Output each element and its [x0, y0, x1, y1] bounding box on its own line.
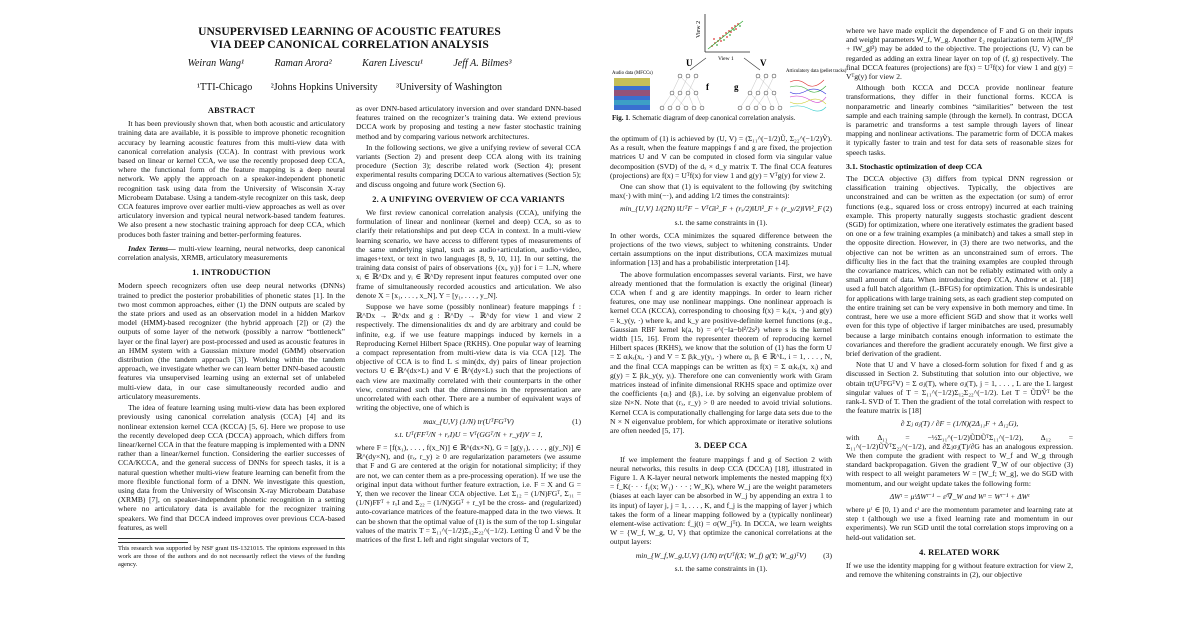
network-f-nodes — [660, 74, 704, 110]
author-name: Jeff A. Bilmes³ — [453, 58, 512, 69]
spectrogram-band — [614, 78, 650, 86]
equation-2 — [610, 204, 832, 213]
articulatory-tracks — [790, 80, 826, 111]
col3-paragraph-4: The above formulation encompasses several variants. First, we have already mentioned that the formulation is exactly the original (linear) CCA when f and g are identity mappings. In order to learn richer features, one may use nonlinear mappings. One nonlinear approach is kernel CCA (KCCA), corresponding to choosing f(x) = kₓ(x, ·) and g(y) = k_y(y, ·) where kₓ and k_y are positive-definite kernel functions (e.g., Gaussian RBF kernel k(a, b) = e^(−‖a−b‖²/2s²) where s is the kernel width [15, 16]. From the representer theorem of reproducing kernel Hilbert spaces (RKHS), we know that the solution of (1) has the form U = Σ αᵢkₓ(xᵢ, ·) and V = Σ βᵢk_y(yᵢ, ·) where αᵢ, βᵢ ∈ ℝ^L, i = 1, . . . , N, and the final CCA mappings can be written as f(x) = Σ αᵢkₓ(x, xᵢ) and g(y) = Σ βᵢk_y(y, yᵢ). Therefore one can conveniently work with Gram matrices instead of infinite dimensional RKHS space and optimize over the coefficients {αᵢ} and {βᵢ}, i.e. by solving an eigenvalue problem of size N×N. Note that (rₓ, r_y) > 0 are needed to avoid trivial solutions. Kernel CCA is computationally challenging for large data sets due to the N × N eigenvalue problem, for which approximate or iterative solutions are often needed [5, 17]. — [610, 269, 832, 436]
col4-paragraph-4: Note that U and V have a closed-form solution for fixed f and g as discussed in Section 2. Substituting that solution into our objective, we obtain tr(UᵀFGᵀV) = Σ σⱼ(T), where σⱼ(T), j = 1, . . . , L are the L largest singular values of T = Σ₁₁^(−1/2)Σ₁₂Σ₂₂^(−1/2). Let T = ŨDṼᵀ be the rank-L SVD of T. Then the gradient of the total correlation with respect to the feature matrix is [18] — [846, 360, 1073, 416]
index-terms — [118, 244, 345, 262]
author-name: Raman Arora² — [274, 58, 332, 69]
affiliation-list — [118, 82, 581, 93]
col4-paragraph-6: where μᵗ ∈ [0, 1) and εᵗ are the momentum parameter and learning rate at step t (although we use a fixed learning rate and momentum in our experiments). We run SGD until the total correlation stops improving on a held-out validation set. — [846, 504, 1073, 542]
subsection-3-1-heading: 3.1. Stochastic optimization of deep CCA — [846, 161, 983, 171]
affiliation: ³University of Washington — [396, 82, 502, 93]
title-line-2: VIA DEEP CANONICAL CORRELATION ANALYSIS — [210, 39, 489, 51]
intro-paragraph-2: The idea of feature learning using multi-view data has been explored previously using canonical correlation analysis (CCA) [4] and its nonlinear extension kernel CCA (KCCA) [5, 6]. Here we propose to use the recently developed deep CCA (DCCA) approach, which differs from linear/kernel CCA in that the feature mapping is implemented with a DNN rather than a linear/kernel function. Considering the earlier successes of CCA/KCCA, and the general success of DNNs for speech tasks, it is a natural question whether multi-view feature learning can benefit from the more flexible functional form of a DNN. We investigate this question, using data from the University of Wisconsin X-ray Microbeam Database (XRMB) [7], on speaker-independent phonetic recognition in a setting where no articulatory data is available for the recognizer training speakers. We find that DCCA indeed improves over previous CCA-based features, as well — [118, 403, 345, 532]
section-2-heading: 2. A UNIFYING OVERVIEW OF CCA VARIANTS — [372, 194, 565, 204]
section-4-heading: 4. RELATED WORK — [919, 547, 1000, 557]
footnote-text: This research was supported by NSF grant IIS-1321015. The opinions expressed in this work are those of the authors and do not necessarily reflect the views of the funding agency. — [118, 544, 345, 568]
col2-paragraph-0: as over DNN-based articulatory inversion and over standard DNN-based features trained on the recognizer’s training data. We extend previous DCCA work by proposing and testing a new faster stochastic training method and by comparing various network architectures. — [356, 104, 581, 141]
equation-3-body: min_{W_f,W_g,U,V} (1/N) tr(Uᵀf(X; W_f) g(Y; W_g)ᵀV) — [635, 550, 807, 560]
col4-paragraph-7: If we use the identity mapping for g without feature extraction for view 2, and remove the whitening constraints in (2), our objective — [846, 560, 1073, 580]
view2-axis-label: View 2 — [696, 20, 702, 38]
index-terms-label: Index Terms— — [128, 243, 176, 253]
col2-paragraph-2: We first review canonical correlation analysis (CCA), unifying the formulation of linear and nonlinear (kernel and deep) CCA, so as to clarify their relationships and put deep CCA in context. In a multi-view learning scenario, we have access to different types of measurements of the same underlying signal, such as audio+articulation, audio+video, images+text, or text in two languages [8, 9, 10, 11]. In our setting, the training data consist of pairs of observations {(xᵢ, yᵢ)} for i = 1..N, where xᵢ ∈ ℝ^Dx and yᵢ ∈ ℝ^Dy represent input features computed over one frame of simultaneously recorded acoustics and articulation. We also denote X = [x₁, . . . , x_N], Y = [y₁, . . . , y_N]. — [356, 208, 581, 300]
correlation-arrow — [708, 21, 743, 49]
col3-paragraph-2: One can show that (1) is equivalent to the following (by switching max(·) with min(−·), and adding 1/2 times the constraints): — [610, 182, 832, 201]
col2-paragraph-1: In the following sections, we give a unifying review of several CCA variants (Section 2) and present deep CCA along with its training procedure (Section 3); describe related work (Section 4); present experimental results comparing DCCA to various alternatives (Section 5); and discuss ongoing and future work (Section 6). — [356, 142, 581, 189]
col4-paragraph-3: The DCCA objective (3) differs from typical DNN regression or classification training objectives. Typically, the objectives are unconstrained and can be written as the expectation (or sum) of error functions (e.g., squared loss or cross entropy) incurred at each training example. This property naturally suggests stochastic gradient descent (SGD) for optimization, where one iteratively estimates the gradient based on one or a few training examples (a minibatch) and takes a small step in the opposite direction. However, in (3) there are two networks, and the objective can not be written as an unconstrained sum of errors. The difficulty lies in the fact that the training examples are coupled through the covariance matrices, which can not be reliably estimated with only a small amount of data. When introducing deep CCA, Andrew et al. [18] used a full batch algorithm (L-BFGS) for optimization. This is undesirable for applications with large training sets, as each gradient step computed on the entire training set can be very expensive in both memory and time. In contrast, here we use a more efficient SGD and show that it works well even for this type of objective if larger minibatches are used, presumably because a large minibatch contains enough information to estimate the covariances and therefore the gradient accurately enough. We first give a brief derivation of the gradient. — [846, 174, 1073, 358]
caption-label: Fig. 1 — [612, 114, 629, 122]
column-2 — [356, 104, 581, 546]
v-link — [744, 58, 760, 70]
paper-title — [118, 26, 581, 52]
intro-heading: 1. INTRODUCTION — [192, 268, 271, 278]
column-3 — [610, 134, 832, 577]
section-3-heading: 3. DEEP CCA — [694, 441, 748, 451]
audio-label: Audio data (MFCCs) — [612, 71, 653, 76]
equation-3-constraint: s.t. the same constraints in (1). — [674, 563, 768, 573]
equation-3-number: (3) — [823, 550, 832, 560]
equation-2-number: (2) — [823, 204, 832, 214]
footnote-rule — [118, 542, 188, 543]
author-list — [118, 58, 581, 69]
column-4 — [846, 26, 1073, 581]
equation-1-body: max_{U,V} (1/N) tr(UᵀFGᵀV) — [423, 416, 514, 426]
title-line-1: UNSUPERVISED LEARNING OF ACOUSTIC FEATURES — [198, 26, 501, 38]
equation-4: ∂ Σⱼ σⱼ(T) / ∂F = (1/N)(2Δ₁₁F + Δ₁₂G), — [900, 419, 1019, 429]
equation-2-constraint: s.t. the same constraints in (1). — [674, 217, 768, 227]
footnote — [118, 538, 345, 568]
scatter-points-2 — [716, 25, 741, 46]
index-terms-text: multi-view learning, neural networks, deep canonical correlation analysis, XRMB, articulatory measurements — [118, 243, 345, 263]
g-label: g — [734, 82, 739, 92]
col4-paragraph-2: Although both KCCA and DCCA provide nonlinear feature transformations, they differ in their functional forms. KCCA is nonparametric and linearly combines “similarities” between the test sample and each training sample (through the kernel). In contrast, DCCA is parametric and transforms a test sample through layers of linear mapping and nonlinear activations. The parametric form of DCCA makes it typically faster to train and test for data sets of reasonable sizes for speech tasks. — [846, 83, 1073, 157]
abstract-text: It has been previously shown that, when both acoustic and articulatory training data are available, it is possible to improve phonetic recognition accuracy by learning acoustic features from this multi-view data with canonical correlation analysis (CCA). In contrast with previous work based on linear or kernel CCA, we use the recently proposed deep CCA, where the functional form of the feature mapping is a deep neural network. We apply the approach on a speaker-independent phonetic recognition task using data from the University of Wisconsin X-ray Microbeam Database. Using a tandem-style recognizer on this task, deep CCA features improve over earlier multi-view approaches as well as over articulatory inversion and typical neural network-based tandem features. We also present a new stochastic training approach for deep CCA, which produces both faster training and better-performing features. — [118, 119, 345, 239]
col2-paragraph-3: Suppose we have some (possibly nonlinear) feature mappings f : ℝ^Dx → ℝ^dx and g : ℝ^Dy → ℝ^dy for view 1 and view 2 respectively. The dimensionalities dx and dy are arbitrary and could be infinite, e.g. if we use feature mappings induced by kernels in a Reproducing Kernel Hilbert Space (RKHS). One popular way of learning a compact representation from multi-view data is via CCA [12]. The objective of CCA is to find L ≤ min(dx, dy) pairs of linear projection vectors U ∈ ℝ^(dx×L) and V ∈ ℝ^(dy×L) such that the projections of each view are maximally correlated with their counterparts in the other view, constrained such that the dimensions in the representation are uncorrelated with each other. There are a number of equivalent ways of writing the objective, one of which is — [356, 302, 581, 413]
col4-paragraph-1: where we have made explicit the dependence of F and G on their inputs and weight parameters W_f, W_g. Another ℓ₂ regularization term λ(‖W_f‖² + ‖W_g‖²) may be added to the objective. The projections (U, V) can be regarded as adding an extra linear layer on top of (f, g) respectively. The final DCCA features (projections) are f(x) = Uᵀf(x) for view 1 and g(y) = Vᵀg(y) for view 2. — [846, 26, 1073, 82]
column-1 — [118, 100, 345, 570]
equation-1 — [356, 417, 581, 426]
f-label: f — [706, 82, 709, 92]
intro-paragraph-1: Modern speech recognizers often use deep neural networks (DNNs) trained to predict the posterior probabilities of phonetic states [1]. In the two most common approaches, either (1) the DNN outputs are scaled by the state priors and used as an observation model in a hidden Markov model (HMM)-based recognizer (the hybrid approach [2]) or (2) the outputs of some layer of the network (possibly a narrow “bottleneck” layer or the final layer) are post-processed and used as acoustic features in an HMM system with a Gaussian mixture model (GMM) observation distribution (the tandem approach [3]). Working within the tandem approach, we investigate whether we can learn better DNN-based acoustic features via unsupervised learning using an external set of unlabeled multi-view data, in our case simultaneously recorded audio and articulatory measurements. — [118, 281, 345, 401]
figure-caption — [612, 114, 832, 122]
artic-label: Articulatory data (pellet tracks) — [786, 69, 847, 74]
equation-1-number: (1) — [572, 416, 581, 426]
view1-axis-label: View 1 — [718, 56, 734, 62]
abstract-heading: ABSTRACT — [207, 106, 256, 115]
affiliation: ²Johns Hopkins University — [270, 82, 378, 93]
v-label: V — [760, 58, 767, 68]
author-name: Karen Livescu¹ — [362, 58, 423, 69]
col3-paragraph-3: In other words, CCA minimizes the squared difference between the projections of the two views, subject to whitening constraints. Under certain assumptions on the input distributions, CCA maximizes mutual information [13] and has a probabilistic interpretation [14]. — [610, 230, 832, 268]
equation-2-body: min_{U,V} 1/(2N) ‖UᵀF − VᵀG‖²_F + (rₓ/2)‖U‖²_F + (r_y/2)‖V‖²_F — [620, 204, 822, 214]
author-name: Weiran Wang¹ — [187, 58, 244, 69]
spectrogram-band — [614, 100, 650, 105]
dcca-diagram — [610, 8, 847, 116]
col3-paragraph-5: If we implement the feature mappings f and g of Section 2 with neural networks, this results in deep CCA (DCCA) [18], illustrated in Figure 1. A K-layer neural network implements the nested mapping f(x) = f_K(· · · f₁(x; W₁) · · · ; W_K), where W_j are the weight parameters (biases at each layer can be absorbed in W_j by appending an extra 1 to its input) of layer j, j = 1, . . . , K, and f_j is the mapping of layer j which takes the form of a linear mapping followed by a (typically nonlinear) element-wise activation: f_j(t) = σ(W_jᵀt). In DCCA, we learn weights W = {W_f, W_g, U, V} that optimize the canonical correlations at the output layers: — [610, 454, 832, 547]
u-label: U — [686, 58, 693, 68]
col4-paragraph-5: with Δ₁₁ = −½Σ₁₁^(−1/2)ŨDŨᵀΣ₁₁^(−1/2), Δ₁₂ = Σ₁₁^(−1/2)ŨṼᵀΣ₂₂^(−1/2), and ∂Σⱼσⱼ(T)/∂G has an analogous expression. We then compute the gradient with respect to W_f and W_g through standard backpropagation. Given the gradient ∇_W of our objective (3) with respect to all weight parameters W = [W_f; W_g], we do SGD with momentum, and our weight update takes the following form: — [846, 432, 1073, 488]
equation-3 — [610, 551, 832, 560]
col2-paragraph-4: where F = [f(x₁), . . . , f(x_N)] ∈ ℝ^(dx×N), G = [g(y₁), . . . , g(y_N)] ∈ ℝ^(dy×N), and (rₓ, r_y) ≥ 0 are regularization parameters (we assume that F and G are centered at the origin for notational simplicity; if they are not, we can center them as a pre-processing operation). If we use the original input data without further feature extraction, i.e. F = X and G = Y, then we recover the linear CCA objective. Let Σ₁₂ = (1/N)FGᵀ, Σ₁₁ = (1/N)FFᵀ + rₓI and Σ₂₂ = (1/N)GGᵀ + r_yI be the cross- and (regularized) auto-covariance matrices of the feature-mapped data in the two views. It can be shown that the optimal value of (1) is the sum of the top L singular values of the matrix T = Σ₁₁^(−1/2)Σ₁₂Σ₂₂^(−1/2). Letting Ũ and Ṽ be the matrices of the first L left and right singular vectors of T, — [356, 442, 581, 544]
col3-paragraph-1: the optimum of (1) is achieved by (U, V) = (Σ₁₁^(−1/2)Ũ, Σ₂₂^(−1/2)Ṽ). As a result, when the feature mappings f and g are fixed, the projection matrices U and V can be computed in closed form via singular value decomposition (SVD) of the dₓ × d_y matrix T. The final CCA features (projections) are f(x) = Uᵀf(x) for view 1 and g(y) = Vᵀg(y) for view 2. — [610, 134, 832, 180]
spectrogram-band — [614, 90, 650, 96]
figure-1 — [610, 8, 847, 126]
equation-1-constraint: s.t. Uᵀ(FFᵀ/N + rₓI)U = Vᵀ(GGᵀ/N + r_yI)V = I, — [394, 429, 543, 439]
equation-5: ΔWᵗ = μᵗΔWᵗ⁻¹ − εᵗ∇_W and Wᵗ = Wᵗ⁻¹ + ΔWᵗ — [889, 491, 1030, 501]
network-g-nodes — [738, 74, 782, 110]
affiliation: ¹TTI-Chicago — [197, 82, 253, 93]
caption-text: . Schematic diagram of deep canonical correlation analysis. — [628, 114, 796, 122]
